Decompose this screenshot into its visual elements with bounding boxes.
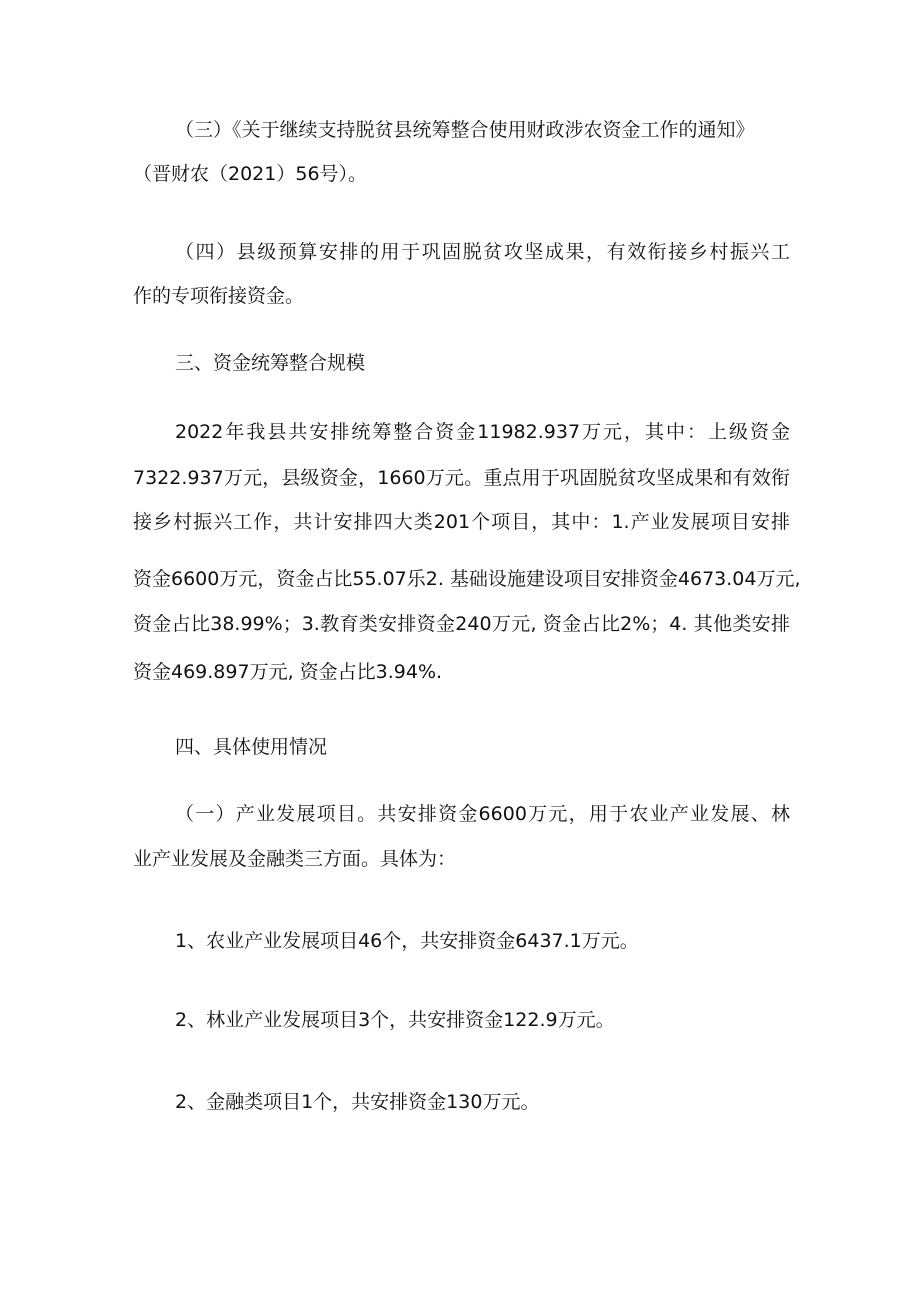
subsection-line: 业产业发展及金融类三方面。具体为： <box>133 848 457 870</box>
section-heading-4: 四、具体使用情况 <box>175 736 328 758</box>
paragraph-line: 资金占比38.99%；3.教育类安排资金240万元, 资金占比2%；4. 其他类安排 <box>133 613 790 635</box>
paragraph-line: 2022年我县共安排统筹整合资金11982.937万元，其中：上级资金 <box>175 421 790 443</box>
document-number: （晋财农（2021）56号）。 <box>133 163 368 185</box>
paragraph-line: 7322.937万元，县级资金，1660万元。重点用于巩固脱贫攻坚成果和有效衔 <box>133 467 790 489</box>
list-item-si-cont: 作的专项衔接资金。 <box>133 285 305 307</box>
list-item-si: （四）县级预算安排的用于巩固脱贫攻坚成果，有效衔接乡村振兴工 <box>175 241 790 263</box>
list-item: 2、林业产业发展项目3个，共安排资金122.9万元。 <box>175 1009 615 1031</box>
section-heading-3: 三、资金统筹整合规模 <box>175 352 366 374</box>
paragraph-line: 接乡村振兴工作，共计安排四大类201个项目，其中：1.产业发展项目安排 <box>133 511 790 533</box>
list-item: 2、金融类项目1个，共安排资金130万元。 <box>175 1091 540 1113</box>
list-item-san: （三）《关于继续支持脱贫县统筹整合使用财政涉农资金工作的通知》 <box>175 119 755 141</box>
paragraph-line: 资金469.897万元, 资金占比3.94%. <box>133 661 443 683</box>
paragraph-line: 资金6600万元，资金占比55.07乐2. 基础设施建设项目安排资金4673.04万元, <box>133 568 801 590</box>
subsection-line: （一）产业发展项目。共安排资金6600万元，用于农业产业发展、林 <box>175 803 790 825</box>
list-item: 1、农业产业发展项目46个，共安排资金6437.1万元。 <box>175 930 639 952</box>
